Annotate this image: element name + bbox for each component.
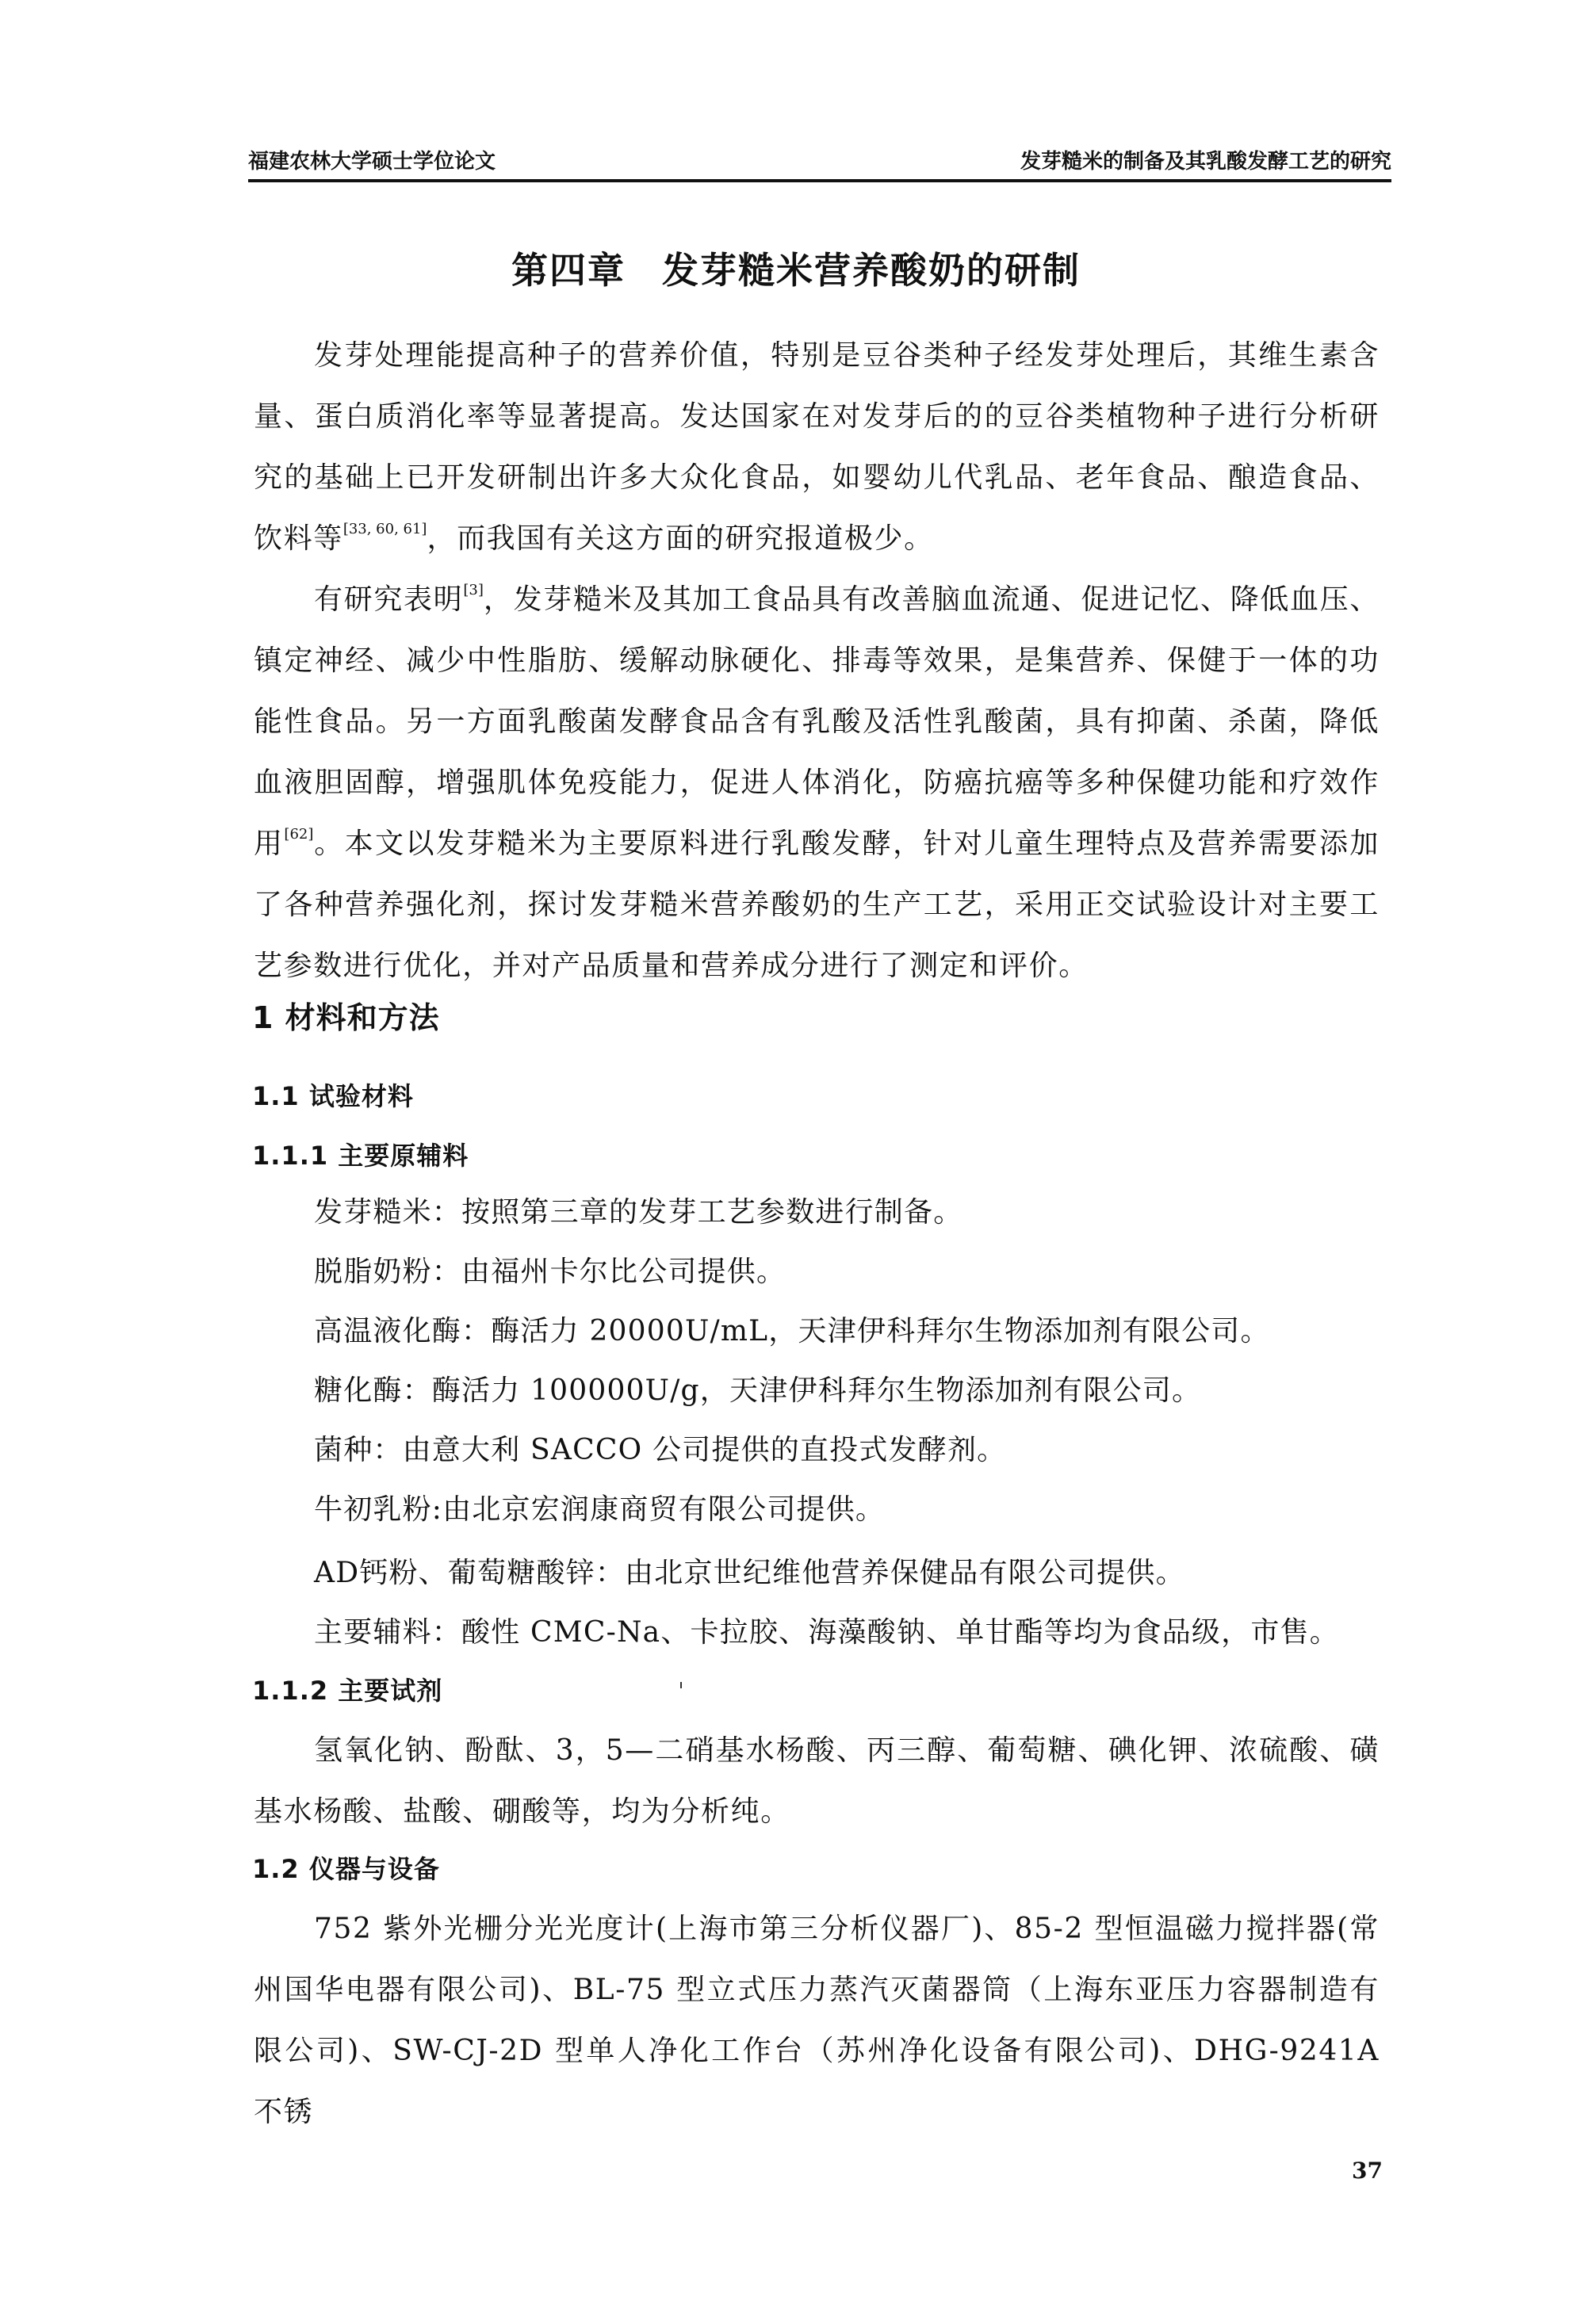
section-heading-1-2: 1.2 仪器与设备 [252,1854,440,1884]
intro-paragraph-1 [254,325,1380,569]
material-item: 菌种：由意大利 SACCO 公司提供的直投式发酵剂。 [314,1434,1007,1466]
material-item: 发芽糙米：按照第三章的发芽工艺参数进行制备。 [314,1196,963,1229]
citation: [3] [463,582,484,598]
material-item: 主要辅料：酸性 CMC-Na、卡拉胶、海藻酸钠、单甘酯等均为食品级，市售。 [314,1616,1339,1649]
paragraph-text: 有研究表明 [314,583,464,616]
running-header [248,140,1391,174]
material-item: 牛初乳粉:由北京宏润康商贸有限公司提供。 [314,1493,886,1526]
intro-paragraph-2 [254,569,1380,996]
section-heading-1-1: 1.1 试验材料 [252,1081,414,1111]
header-thesis-title: 发芽糙米的制备及其乳酸发酵工艺的研究 [1020,150,1391,174]
citation: [62] [284,826,314,843]
paragraph-text: ，发芽糙米及其加工食品具有改善脑血流通、促进记忆、降低血压、镇定神经、减少中性脂肪、缓解动脉硬化、排毒等效果，是集营养、保健于一体的功能性食品。另一方面乳酸菌发酵食品含有乳酸及活性乳酸菌，具有抑菌、杀菌，降低血液胆固醇，增强肌体免疫能力，促进人体消化，防癌抗癌等多种保健功能和疗效作用 [254,583,1380,860]
citation: [33, 60, 61] [343,521,427,537]
material-item: 糖化酶：酶活力 100000U/g，天津伊科拜尔生物添加剂有限公司。 [314,1374,1202,1407]
reagents-paragraph: 氢氧化钠、酚酞、3，5—二硝基水杨酸、丙三醇、葡萄糖、碘化钾、浓硫酸、磺基水杨酸、盐酸、硼酸等，均为分析纯。 [254,1734,1380,1828]
section-heading-1-1-1: 1.1.1 主要原辅料 [252,1141,469,1171]
material-item: 高温液化酶：酶活力 20000U/mL，天津伊科拜尔生物添加剂有限公司。 [314,1315,1270,1347]
paragraph-text: ，而我国有关这方面的研究报道极少。 [427,522,934,555]
scan-artifact [680,1682,682,1688]
section-heading-1-1-2: 1.1.2 主要试剂 [252,1676,443,1706]
section-heading-1: 1 材料和方法 [252,1000,440,1035]
paragraph-text: 发芽处理能提高种子的营养价值，特别是豆谷类种子经发芽处理后，其维生素含量、蛋白质消化率等显著提高。发达国家在对发芽后的的豆谷类植物种子进行分析研究的基础上已开发研制出许多大众化食品，如婴幼儿代乳品、老年食品、酿造食品、饮料等 [254,339,1380,555]
material-item: 脱脂奶粉：由福州卡尔比公司提供。 [314,1256,786,1288]
chapter-title [0,242,1592,294]
page-number: 37 [1352,2158,1383,2184]
header-university: 福建农林大学硕士学位论文 [248,150,496,174]
chapter-number: 第四章 [511,249,626,292]
chapter-name: 发芽糙米营养酸奶的研制 [662,249,1081,292]
equipment-paragraph: 752 紫外光栅分光光度计(上海市第三分析仪器厂)、85-2 型恒温磁力搅拌器(常州国华电器有限公司)、BL-75 型立式压力蒸汽灭菌器筒（上海东亚压力容器制造有限公司)、SW-CJ-2D 型单人净化工作台（苏州净化设备有限公司)、DHG-9241A 不锈 [254,1913,1380,2128]
paragraph-text: 。本文以发芽糙米为主要原料进行乳酸发酵，针对儿童生理特点及营养需要添加了各种营养强化剂，探讨发芽糙米营养酸奶的生产工艺，采用正交试验设计对主要工艺参数进行优化，并对产品质量和营养成分进行了测定和评价。 [254,828,1380,982]
header-rule [248,179,1391,182]
material-item: AD钙粉、葡萄糖酸锌：由北京世纪维他营养保健品有限公司提供。 [314,1557,1185,1589]
